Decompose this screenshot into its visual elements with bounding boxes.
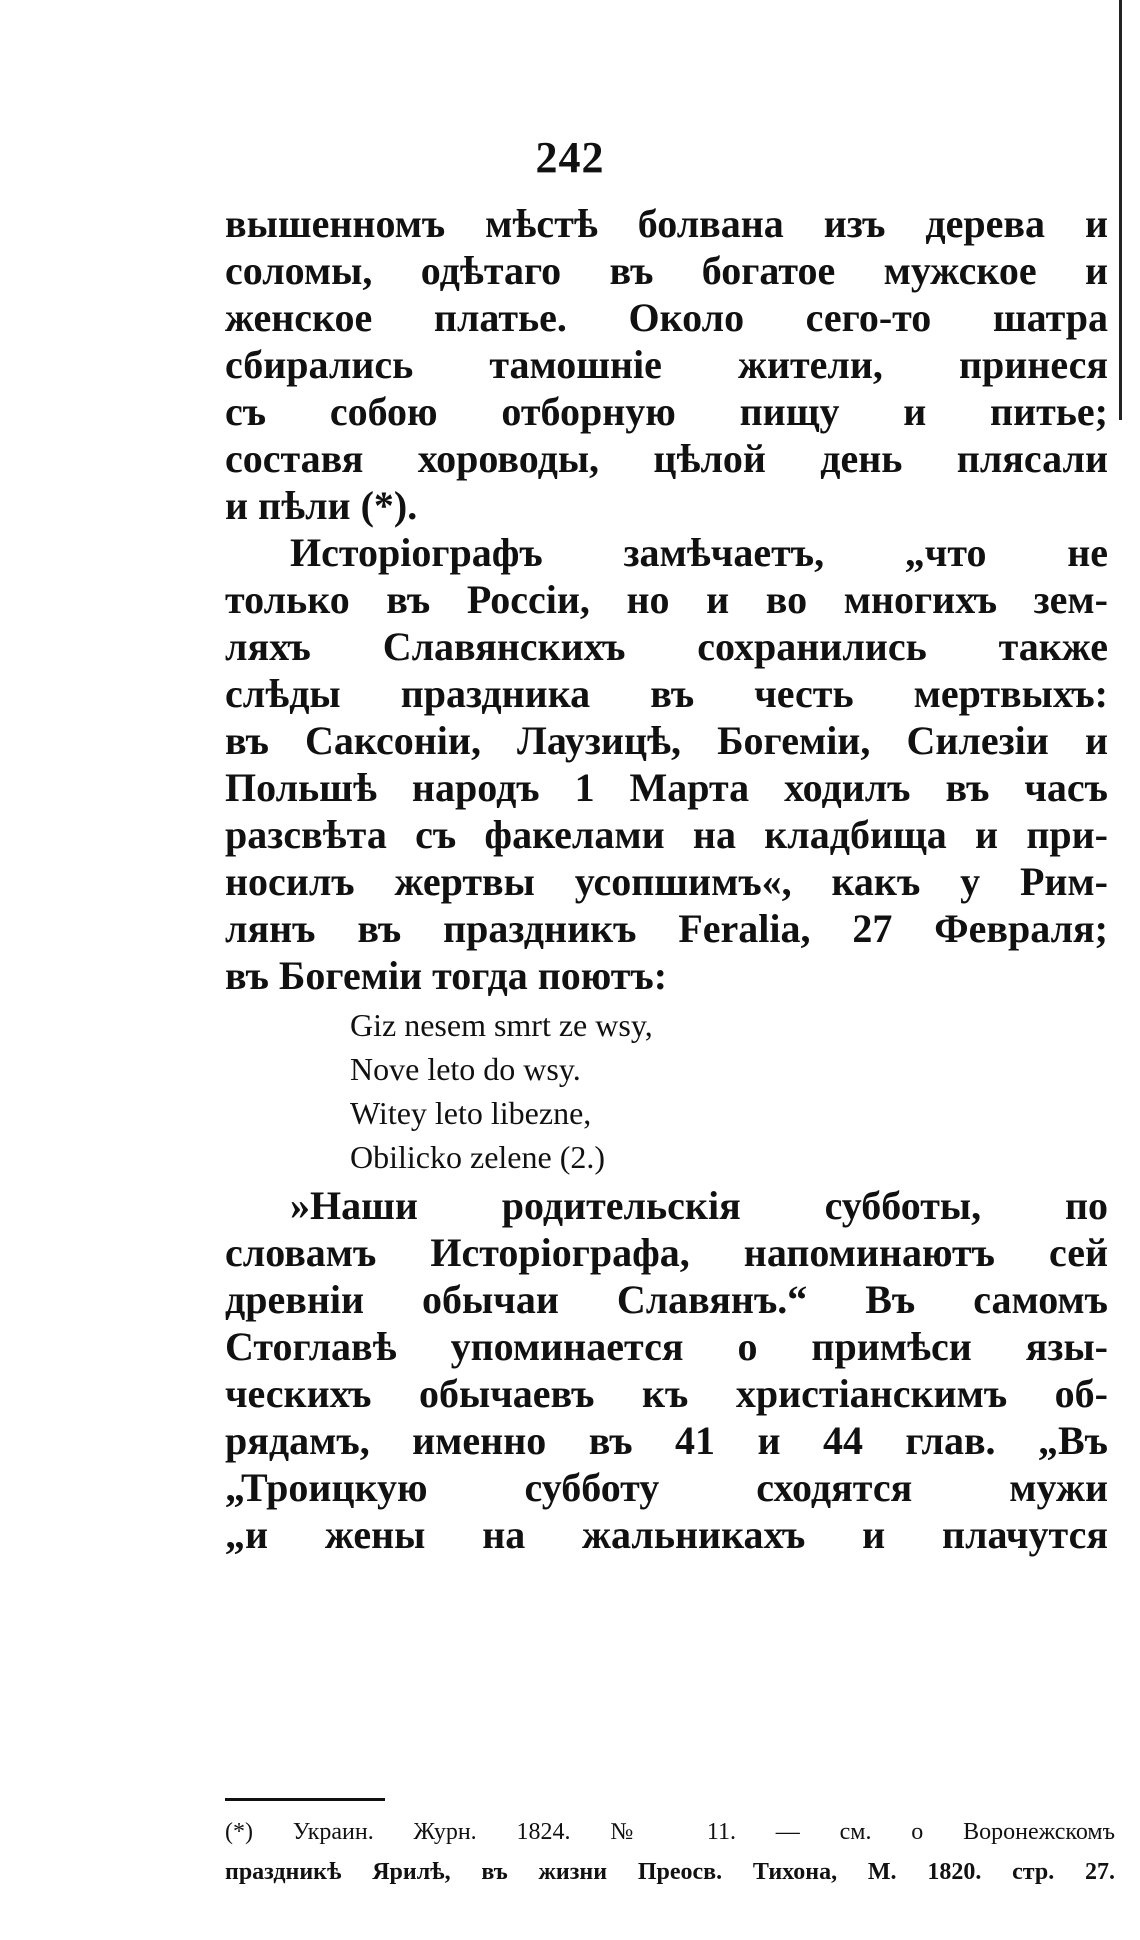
text-line: ляхъ Славянскихъ сохранились также [225,624,1108,669]
text-line: »Наши родительскія субботы, по [290,1183,1108,1228]
text-line: съ собою отборную пищу и питье; [225,389,1108,434]
text-line: и пѣли (*). [225,483,418,528]
text-line: слѣды праздника въ честь мертвыхъ: [225,671,1108,716]
text-line: „Троицкую субботу сходятся мужи [225,1465,1108,1510]
verse-line: Obilicko zelene (2.) [350,1139,605,1175]
footnotes [225,1812,1115,1892]
text-line: сбирались тамошніе жители, принеся [225,342,1108,387]
footnote-divider [225,1798,385,1801]
main-text-bottom [225,1182,1108,1558]
text-line: Польшѣ народъ 1 Марта ходилъ въ часъ [225,765,1108,810]
text-line: Исторіографъ замѣчаетъ, „что не [290,530,1108,575]
text-line: разсвѣта съ факелами на кладбища и при- [225,812,1108,857]
text-line: Стоглавѣ упоминается о примѣси язы- [225,1324,1108,1369]
verse-line: Nove leto do wsy. [350,1051,581,1087]
verse-block [350,1003,950,1179]
page-number: 242 [535,133,605,182]
text-line: ческихъ обычаевъ къ христіанскимъ об- [225,1371,1108,1416]
text-line: вышенномъ мѣстѣ болвана изъ дерева и [225,201,1108,246]
footnote-line: праздникѣ Ярилѣ, въ жизни Преосв. Тихона, М. 1820. стр. 27. [225,1859,1115,1885]
footnote-line: (*) Украин. Журн. 1824. № 11. — см. о Воронежскомъ [225,1819,1115,1845]
text-line: въ Саксоніи, Лаузицѣ, Богеміи, Силезіи и [225,718,1108,763]
text-line: въ Богеміи тогда поютъ: [225,953,668,998]
text-line: носилъ жертвы усопшимъ«, какъ у Рим- [225,859,1108,904]
text-line: соломы, одѣтаго въ богатое мужское и [225,248,1108,293]
text-line: рядамъ, именно въ 41 и 44 глав. „Въ [225,1418,1108,1463]
text-line: только въ Россіи, но и во многихъ зем- [225,577,1108,622]
page-edge-line [1119,0,1122,420]
text-line: лянъ въ праздникъ Feralia, 27 Февраля; [225,906,1108,951]
text-line: женское платье. Около сего-то шатра [225,295,1108,340]
text-line: словамъ Исторіографа, напоминаютъ сей [225,1230,1108,1275]
verse-line: Witey leto libezne, [350,1095,592,1131]
verse-line: Giz nesem smrt ze wsy, [350,1007,653,1043]
text-line: составя хороводы, цѣлой день плясали [225,436,1108,481]
text-line: „и жены на жальникахъ и плачутся [225,1512,1108,1557]
main-text-top [225,200,1108,999]
text-line: древніи обычаи Славянъ.“ Въ самомъ [225,1277,1108,1322]
